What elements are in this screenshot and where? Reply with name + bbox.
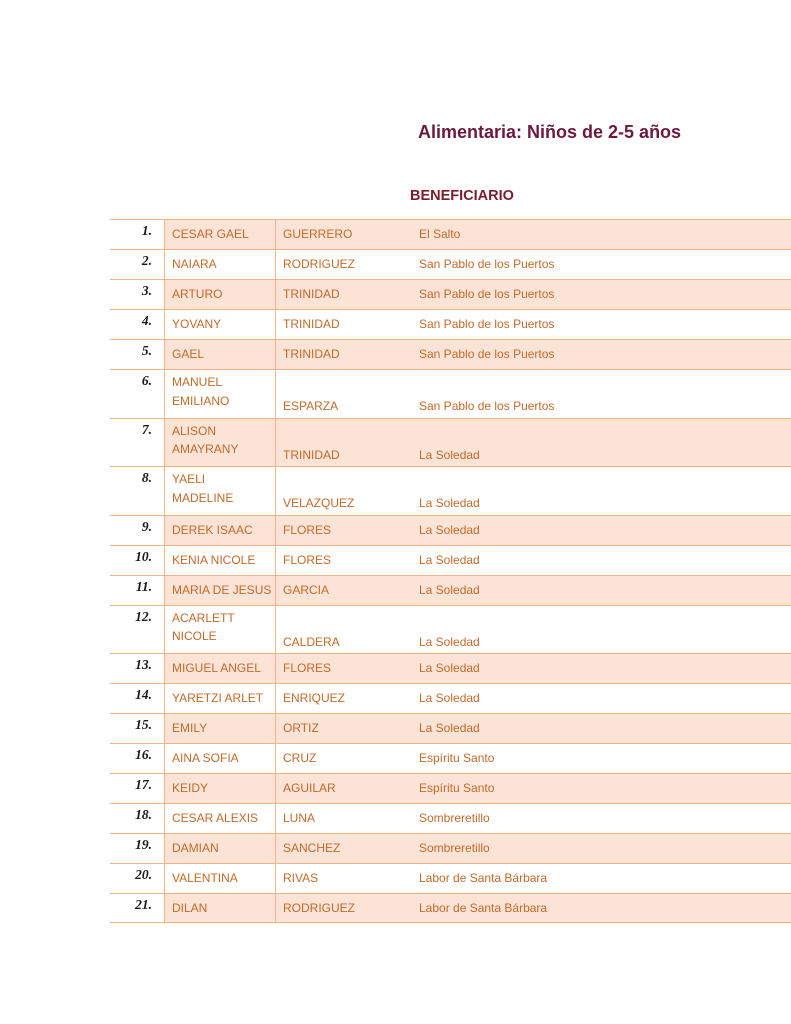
- cell-nombre-line: NICOLE: [172, 629, 217, 643]
- table-row: [110, 713, 791, 743]
- cell-nombre: [164, 370, 275, 418]
- cell-nombre-line: MADELINE: [172, 490, 234, 505]
- row-number: 11.: [135, 578, 152, 594]
- table-row: [110, 249, 791, 279]
- table-row: [110, 605, 791, 654]
- table-row: [110, 743, 791, 773]
- row-number: 4.: [141, 313, 152, 328]
- table-row: [110, 369, 791, 418]
- cell-localidad: La Soledad: [419, 582, 480, 597]
- cell-apellido: ORTIZ: [275, 714, 412, 743]
- cell-nombre-line: ACARLETT: [172, 610, 235, 625]
- cell-nombre: NAIARA: [164, 250, 275, 279]
- cell-localidad: La Soledad: [419, 447, 480, 462]
- cell-nombre: [164, 467, 275, 515]
- cell-nombre: [164, 419, 275, 467]
- row-number: 1.: [141, 223, 152, 238]
- table-row: [110, 863, 791, 893]
- cell-nombre: [164, 606, 275, 654]
- cell-nombre: KENIA NICOLE: [164, 546, 275, 575]
- row-number: 12.: [135, 608, 152, 624]
- cell-nombre-line: ALISON: [172, 423, 217, 438]
- cell-nombre-line: AMAYRANY: [172, 442, 239, 456]
- table-row: [110, 893, 791, 923]
- cell-apellido: CALDERA: [275, 606, 412, 654]
- row-number: 21.: [135, 897, 152, 912]
- cell-apellido: GUERRERO: [275, 220, 412, 249]
- cell-apellido: CRUZ: [275, 744, 412, 773]
- cell-localidad: San Pablo de los Puertos: [419, 257, 555, 272]
- cell-apellido: TRINIDAD: [275, 310, 412, 339]
- beneficiary-table: [110, 219, 791, 923]
- row-number: 14.: [135, 687, 152, 702]
- table-row: [110, 279, 791, 309]
- cell-nombre: KEIDY: [164, 774, 275, 803]
- row-number: 19.: [135, 837, 152, 852]
- table-row: [110, 653, 791, 683]
- row-number: 16.: [135, 747, 152, 762]
- section-title: BENEFICIARIO: [410, 188, 514, 204]
- cell-localidad: La Soledad: [419, 691, 480, 706]
- cell-nombre: AINA SOFIA: [164, 744, 275, 773]
- cell-localidad: La Soledad: [419, 522, 480, 537]
- cell-nombre: CESAR ALEXIS: [164, 804, 275, 833]
- row-number: 15.: [135, 717, 152, 732]
- row-number: 17.: [135, 777, 152, 792]
- cell-apellido: SANCHEZ: [275, 834, 412, 863]
- cell-nombre: MARIA DE JESUS: [164, 576, 275, 605]
- cell-nombre: EMILY: [164, 714, 275, 743]
- cell-nombre-line: YAELI: [172, 472, 206, 486]
- cell-localidad: Sombreretillo: [419, 811, 490, 826]
- row-number: 5.: [141, 343, 152, 358]
- table-row: [110, 803, 791, 833]
- page-title: Alimentaria: Niños de 2-5 años: [418, 122, 682, 142]
- cell-localidad: San Pablo de los Puertos: [419, 287, 555, 302]
- row-number: 8.: [141, 470, 152, 485]
- cell-localidad: La Soledad: [419, 552, 480, 567]
- cell-nombre: VALENTINA: [164, 864, 275, 893]
- row-number: 20.: [135, 867, 152, 882]
- row-number: 10.: [135, 548, 152, 564]
- cell-apellido: LUNA: [275, 804, 412, 833]
- cell-apellido: FLORES: [275, 516, 412, 545]
- table-row: [110, 515, 791, 545]
- row-number: 3.: [141, 283, 152, 298]
- cell-apellido: TRINIDAD: [275, 280, 412, 309]
- cell-apellido: GARCIA: [275, 576, 412, 605]
- row-number: 18.: [135, 807, 152, 822]
- cell-apellido: RODRIGUEZ: [275, 894, 412, 922]
- cell-nombre: CESAR GAEL: [164, 220, 275, 249]
- table-row: [110, 575, 791, 605]
- cell-localidad: La Soledad: [419, 661, 480, 676]
- table-row: [110, 466, 791, 515]
- cell-apellido: FLORES: [275, 546, 412, 575]
- table-row: [110, 309, 791, 339]
- cell-apellido: TRINIDAD: [275, 419, 412, 467]
- cell-localidad: Labor de Santa Bárbara: [419, 900, 548, 915]
- cell-apellido: ESPARZA: [275, 370, 412, 418]
- table-row: [110, 833, 791, 863]
- cell-apellido: RIVAS: [275, 864, 412, 893]
- table-row: [110, 545, 791, 575]
- cell-nombre: DAMIAN: [164, 834, 275, 863]
- cell-nombre: YOVANY: [164, 310, 275, 339]
- table-row: [110, 339, 791, 369]
- cell-apellido: RODRIGUEZ: [275, 250, 412, 279]
- cell-nombre: ARTURO: [164, 280, 275, 309]
- cell-nombre-line: MANUEL: [172, 375, 223, 389]
- row-number: 6.: [141, 373, 152, 388]
- cell-localidad: San Pablo de los Puertos: [419, 317, 555, 332]
- cell-nombre-line: EMILIANO: [172, 393, 230, 408]
- cell-nombre: GAEL: [164, 340, 275, 369]
- cell-localidad: San Pablo de los Puertos: [419, 399, 555, 413]
- cell-apellido: ENRIQUEZ: [275, 684, 412, 713]
- cell-localidad: Labor de Santa Bárbara: [419, 871, 548, 886]
- cell-apellido: TRINIDAD: [275, 340, 412, 369]
- cell-nombre: DILAN: [164, 894, 275, 922]
- cell-apellido: VELAZQUEZ: [275, 467, 412, 515]
- cell-localidad: La Soledad: [419, 496, 480, 510]
- cell-nombre: YARETZI ARLET: [164, 684, 275, 713]
- cell-apellido: FLORES: [275, 654, 412, 683]
- row-number: 2.: [141, 253, 152, 268]
- table-row: [110, 418, 791, 467]
- cell-nombre: MIGUEL ANGEL: [164, 654, 275, 683]
- cell-localidad: Espíritu Santo: [419, 751, 495, 766]
- table-row: [110, 773, 791, 803]
- cell-apellido: AGUILAR: [275, 774, 412, 803]
- row-number: 7.: [141, 421, 152, 437]
- row-number: 13.: [135, 657, 152, 672]
- cell-localidad: La Soledad: [419, 634, 480, 649]
- table-row: [110, 219, 791, 249]
- cell-localidad: Espíritu Santo: [419, 781, 495, 796]
- row-number: 9.: [141, 518, 152, 534]
- table-row: [110, 683, 791, 713]
- cell-localidad: La Soledad: [419, 721, 480, 736]
- cell-localidad: San Pablo de los Puertos: [419, 347, 555, 362]
- cell-nombre: DEREK ISAAC: [164, 516, 275, 545]
- cell-localidad: El Salto: [419, 227, 461, 242]
- cell-localidad: Sombreretillo: [419, 841, 490, 856]
